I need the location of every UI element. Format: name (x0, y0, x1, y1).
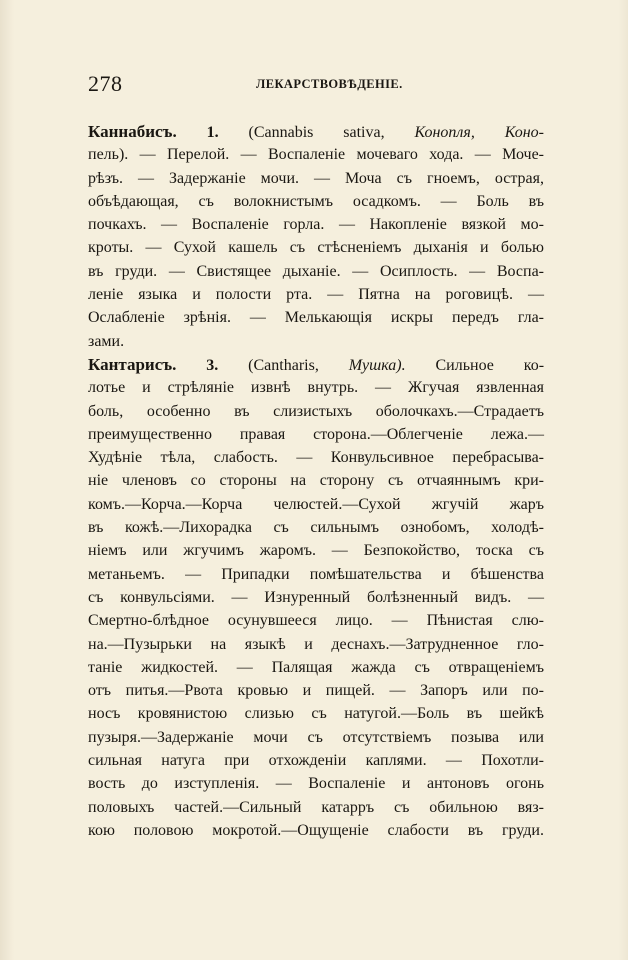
text-line: Худѣніе тѣла, слабость. — Конвульсивное перебрасыва- (88, 449, 544, 467)
text-line: на.—Пузырьки на языкѣ и деснахъ.—Затрудненное гло- (88, 635, 544, 653)
text-line: кою половою мокротой.—Ощущеніе слабости въ груди. (88, 821, 544, 839)
entry-first-line (88, 120, 544, 143)
running-head: ЛЕКАРСТВОВѢДЕНІЕ. (256, 77, 403, 91)
entry-first-text: Сильное ко- (435, 356, 545, 374)
text-line: метаньемъ. — Припадки помѣшательства и бѣшенства (88, 565, 544, 583)
page-number: 278 (88, 71, 123, 96)
body-text (88, 120, 544, 842)
text-line: пель). — Перелой. — Воспаленіе мочеваго хода. — Моче- (88, 146, 544, 164)
entry-title: Кантарисъ. (88, 354, 177, 374)
text-line: зами. (88, 332, 125, 350)
text-line: въ груди. — Свистящее дыханіе. — Осиплость. — Воспа- (88, 262, 544, 280)
text-line: съ конвульсіями. — Изнуренный болѣзненный видъ. — (88, 588, 544, 606)
text-line: преимущественно правая сторона.—Облегченіе лежа.— (88, 425, 544, 443)
entry-russian-name: Конопля, Коно- (414, 124, 545, 141)
text-line: комъ.—Корча.—Корча челюстей.—Сухой жгучій жаръ (88, 495, 544, 513)
entry-latin-name: (Cannabis sativa, (248, 124, 385, 141)
entry-title: Каннабисъ. (88, 122, 177, 141)
text-line: кроты. — Сухой кашель съ стѣсненіемъ дыханія и болью (88, 239, 544, 257)
text-line: ніе членовъ со стороны на сторону съ отчаяннымъ кри- (88, 472, 544, 490)
text-line: пузыря.—Задержаніе мочи съ отсутствіемъ позыва или (88, 728, 544, 746)
entry-number: 3. (206, 356, 219, 374)
entry-cantharis (88, 353, 544, 842)
text-line: половыхъ частей.—Сильный катарръ съ обильною вяз- (88, 798, 544, 816)
text-line: сильная натуга при отхожденіи каплями. — Похотли- (88, 752, 544, 770)
text-line: леніе языка и полости рта. — Пятна на роговицѣ. — (88, 286, 544, 304)
text-line: рѣзъ. — Задержаніе мочи. — Моча съ гноемъ, острая, (88, 169, 544, 187)
entry-number: 1. (206, 124, 219, 141)
text-line: ніемъ или жгучимъ жаромъ. — Безпокойство, тоска съ (88, 542, 544, 560)
entry-russian-name: Мушка). (348, 356, 406, 374)
text-line: въ кожѣ.—Лихорадка съ сильнымъ ознобомъ, холодѣ- (88, 519, 544, 537)
text-line: носъ кровянистою слизью съ натугой.—Боль въ шейкѣ (88, 705, 544, 723)
text-line: боль, особенно въ слизистыхъ оболочкахъ.—Страдаетъ (88, 402, 544, 420)
entry-cannabis (88, 120, 544, 353)
text-line: Смертно-блѣдное осунувшееся лицо. — Пѣнистая слю- (88, 612, 544, 630)
entry-first-line (88, 353, 544, 376)
text-line: лотье и стрѣляніе извнѣ внутрь. — Жгучая язвленная (88, 379, 544, 397)
text-line: отъ питья.—Рвота кровью и пищей. — Запоръ или по- (88, 682, 544, 700)
text-line: почкахъ. — Воспаленіе горла. — Накопленіе вязкой мо- (88, 216, 544, 234)
entry-latin-name: (Cantharis, (248, 356, 319, 374)
text-line: вость до изступленія. — Воспаленіе и антоновъ огонь (88, 775, 544, 793)
text-line: таніе жидкостей. — Палящая жажда съ отвращеніемъ (88, 658, 544, 676)
text-line: Ослабленіе зрѣнія. — Мелькающія искры передъ гла- (88, 309, 544, 327)
text-line: объѣдающая, съ волокнистымъ осадкомъ. — Боль въ (88, 192, 544, 210)
page-header (88, 70, 558, 98)
